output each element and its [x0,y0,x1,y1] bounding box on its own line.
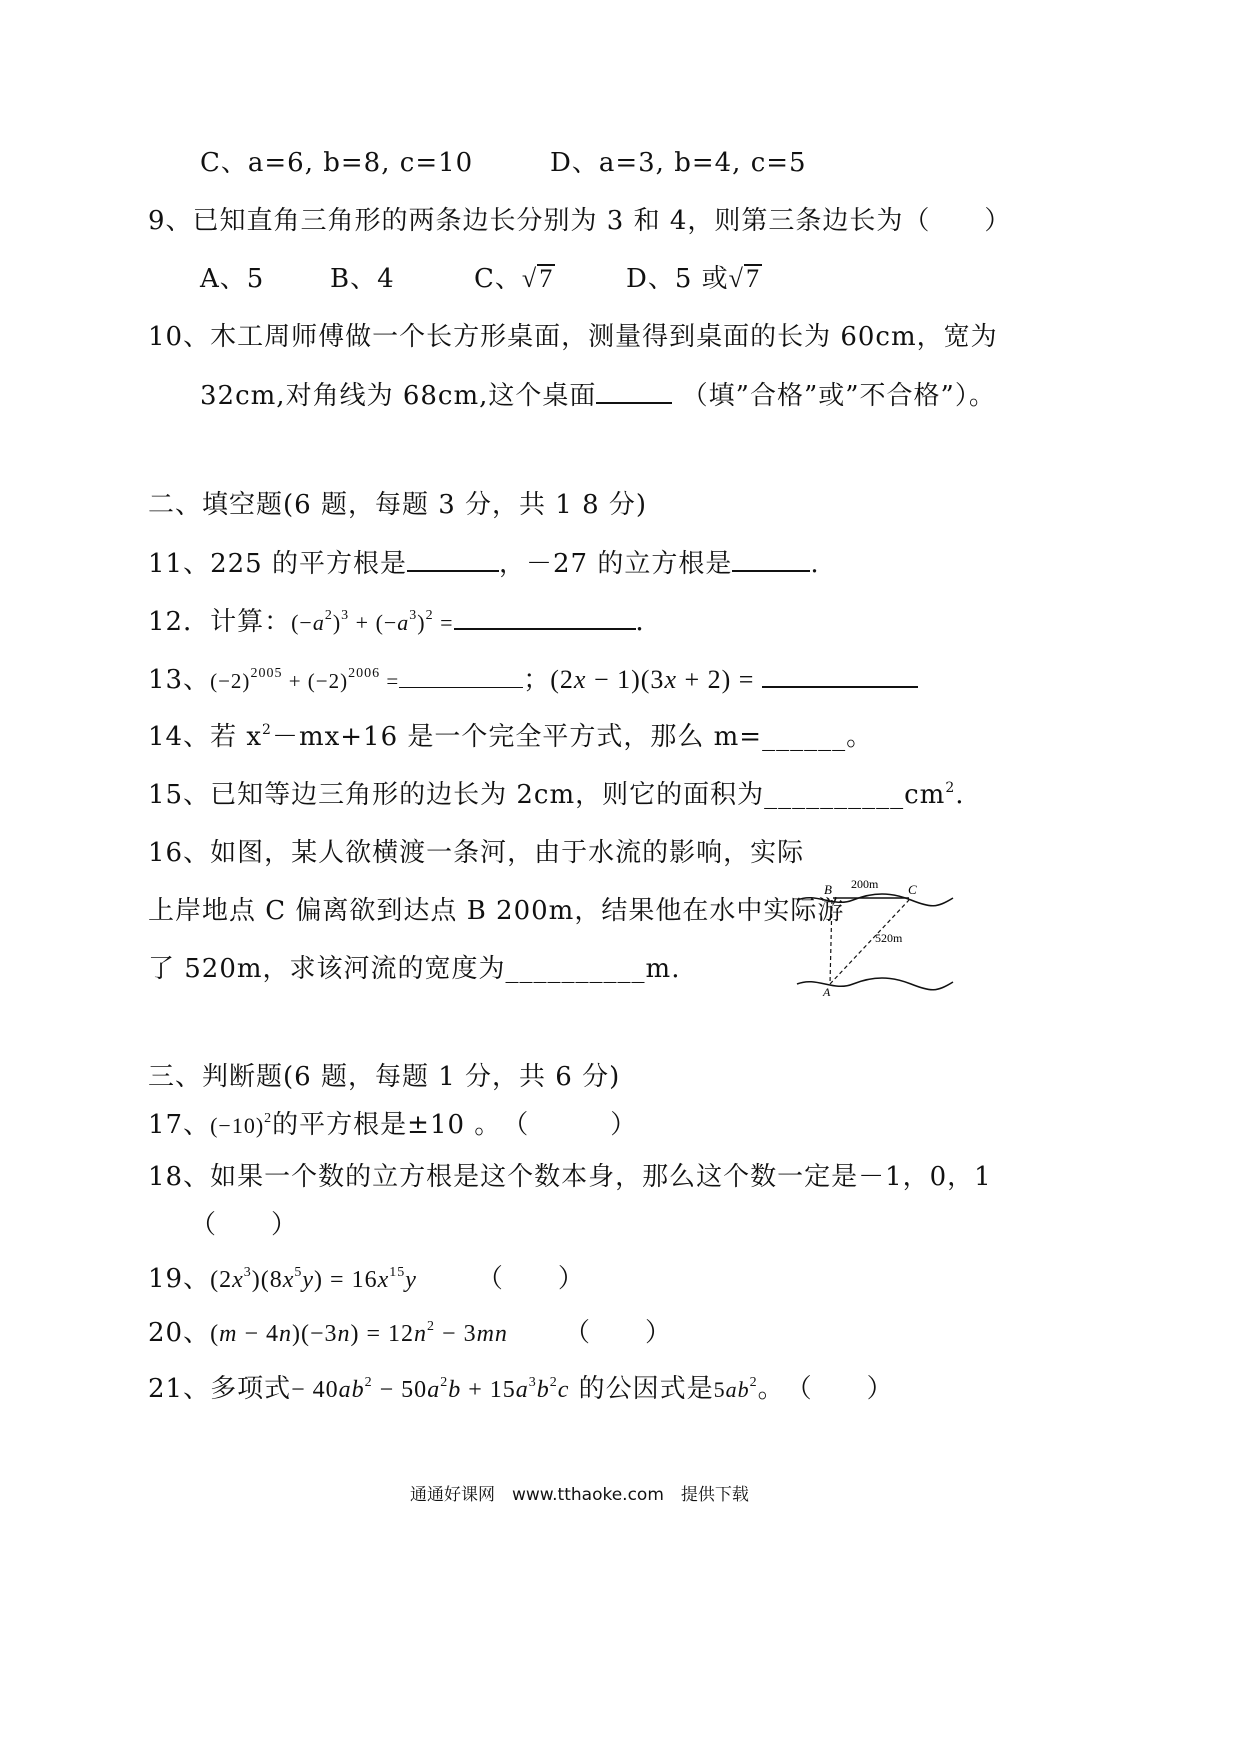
q12-label: 12．计算： [148,607,292,637]
q11-text-c: . [810,549,820,579]
q9-option-b: B、4 [330,264,395,294]
section2-heading: 二、填空题(6 题，每题 3 分，共 1 8 分) [148,490,648,520]
q19 [148,1262,585,1301]
q14-text-b: －mx+16 是一个完全平方式，那么 m=______。 [271,722,874,752]
q15-tail: . [955,780,965,810]
q21 [148,1372,894,1411]
q11 [148,546,820,581]
q20 [148,1316,672,1355]
river-bottom-bank [797,978,953,990]
q19-label: 19、 [148,1264,211,1294]
q8-option-c: C、a=6, b=8, c=10 [200,148,474,178]
q12 [148,604,663,644]
footer-credit: 通通好课网 www.tthaoke.com 提供下载 [410,1485,749,1505]
q9-option-d: D、5 或√7 [626,264,760,294]
river-top-bank [797,894,953,906]
q17-expression: $(-10)^2$ [210,1111,273,1138]
label-a: A [823,985,831,998]
q12-expression: $(-a^2)^3 + (-a^3)^2$ = [291,608,454,635]
q9-stem: 9、已知直角三角形的两条边长分别为 3 和 4，则第三条边长为（ ） [148,206,1012,236]
section3-heading: 三、判断题(6 题，每题 1 分，共 6 分) [148,1062,621,1092]
q9-option-c-radicand: 7 [539,264,554,293]
q15-text: 15、已知等边三角形的边长为 2cm，则它的面积为__________cm [148,780,946,810]
q12-tail: ． [635,607,663,637]
q15 [148,778,965,816]
q9-option-d-prefix: D、5 或 [626,264,729,294]
q13-separator: ； [523,665,551,695]
q16-line2: 上岸地点 C 偏离欲到达点 B 200m，结果他在水中实际游 [148,896,845,926]
q11-text-b: ，－27 的立方根是 [498,549,733,579]
q20-paren: （ ） [563,1318,672,1348]
q9-option-d-radicand: 7 [745,264,760,293]
q14 [148,720,873,758]
q10-line1: 10、木工周师傅做一个长方形桌面，测量得到桌面的长为 60cm，宽为 [148,322,998,352]
q17-label: 17、 [148,1110,211,1140]
q21-factor: $5ab^2$ [713,1375,758,1402]
river-diagram [795,878,955,998]
q10-line2-tail: （填”合格”或”不合格”）。 [681,381,996,411]
q20-label: 20、 [148,1318,211,1348]
q14-text-a: 14、若 x [148,722,263,752]
q10-line2-text: 32cm,对角线为 68cm,这个桌面 [200,381,597,411]
q15-exponent: 2 [945,780,956,796]
segment-ab [830,900,832,984]
q21-tail: 。 （ ） [757,1374,894,1404]
q17 [148,1108,637,1147]
q13-blank1 [399,665,523,688]
q13-label: 13、 [148,665,211,695]
q18-line1: 18、如果一个数的立方根是这个数本身，那么这个数一定是－1，0，1 [148,1162,992,1192]
q11-text-a: 11、225 的平方根是 [148,549,407,579]
q16-line1: 16、如图，某人欲横渡一条河，由于水流的影响，实际 [148,838,805,868]
q21-polynomial: − $40ab^2 - 50a^2b + 15a^3b^2c$ [291,1375,570,1403]
q13 [148,662,918,702]
q21-label: 21、多项式 [148,1374,292,1404]
q13-expression2: (2x − 1)(3x + 2) = [550,665,755,694]
q10-line2 [200,378,996,413]
q11-blank1 [407,546,499,572]
q19-expression: $(2x^3)(8x^5y) = 16x^{15}y$ [210,1265,417,1293]
q20-expression: $(m - 4n)(-3n) = 12n^2 - 3mn$ [210,1319,508,1347]
q9-option-c: C、√7 [474,264,554,294]
q10-blank [596,378,672,404]
label-top-length: 200m [851,878,879,891]
q13-expression1: $(-2)^{2005} + (-2)^{2006}$ = [210,666,400,693]
label-b: B [824,882,832,897]
q17-tail: 的平方根是±10 。 （ ） [272,1110,638,1140]
q13-blank2 [762,662,918,688]
q14-exponent: 2 [262,722,272,738]
label-c: C [908,882,917,897]
q19-paren: （ ） [476,1264,585,1294]
q9-option-a: A、5 [200,264,265,294]
q9-option-c-prefix: C、 [474,264,522,294]
q12-blank [454,604,636,630]
q21-mid: 的公因式是 [578,1374,714,1404]
q18-line2: （ ） [190,1210,299,1240]
label-diagonal-length: 520m [875,931,903,945]
q16-line3: 了 520m，求该河流的宽度为__________m. [148,954,681,984]
q11-blank2 [732,546,810,572]
q8-option-d: D、a=3, b=4, c=5 [550,148,807,178]
